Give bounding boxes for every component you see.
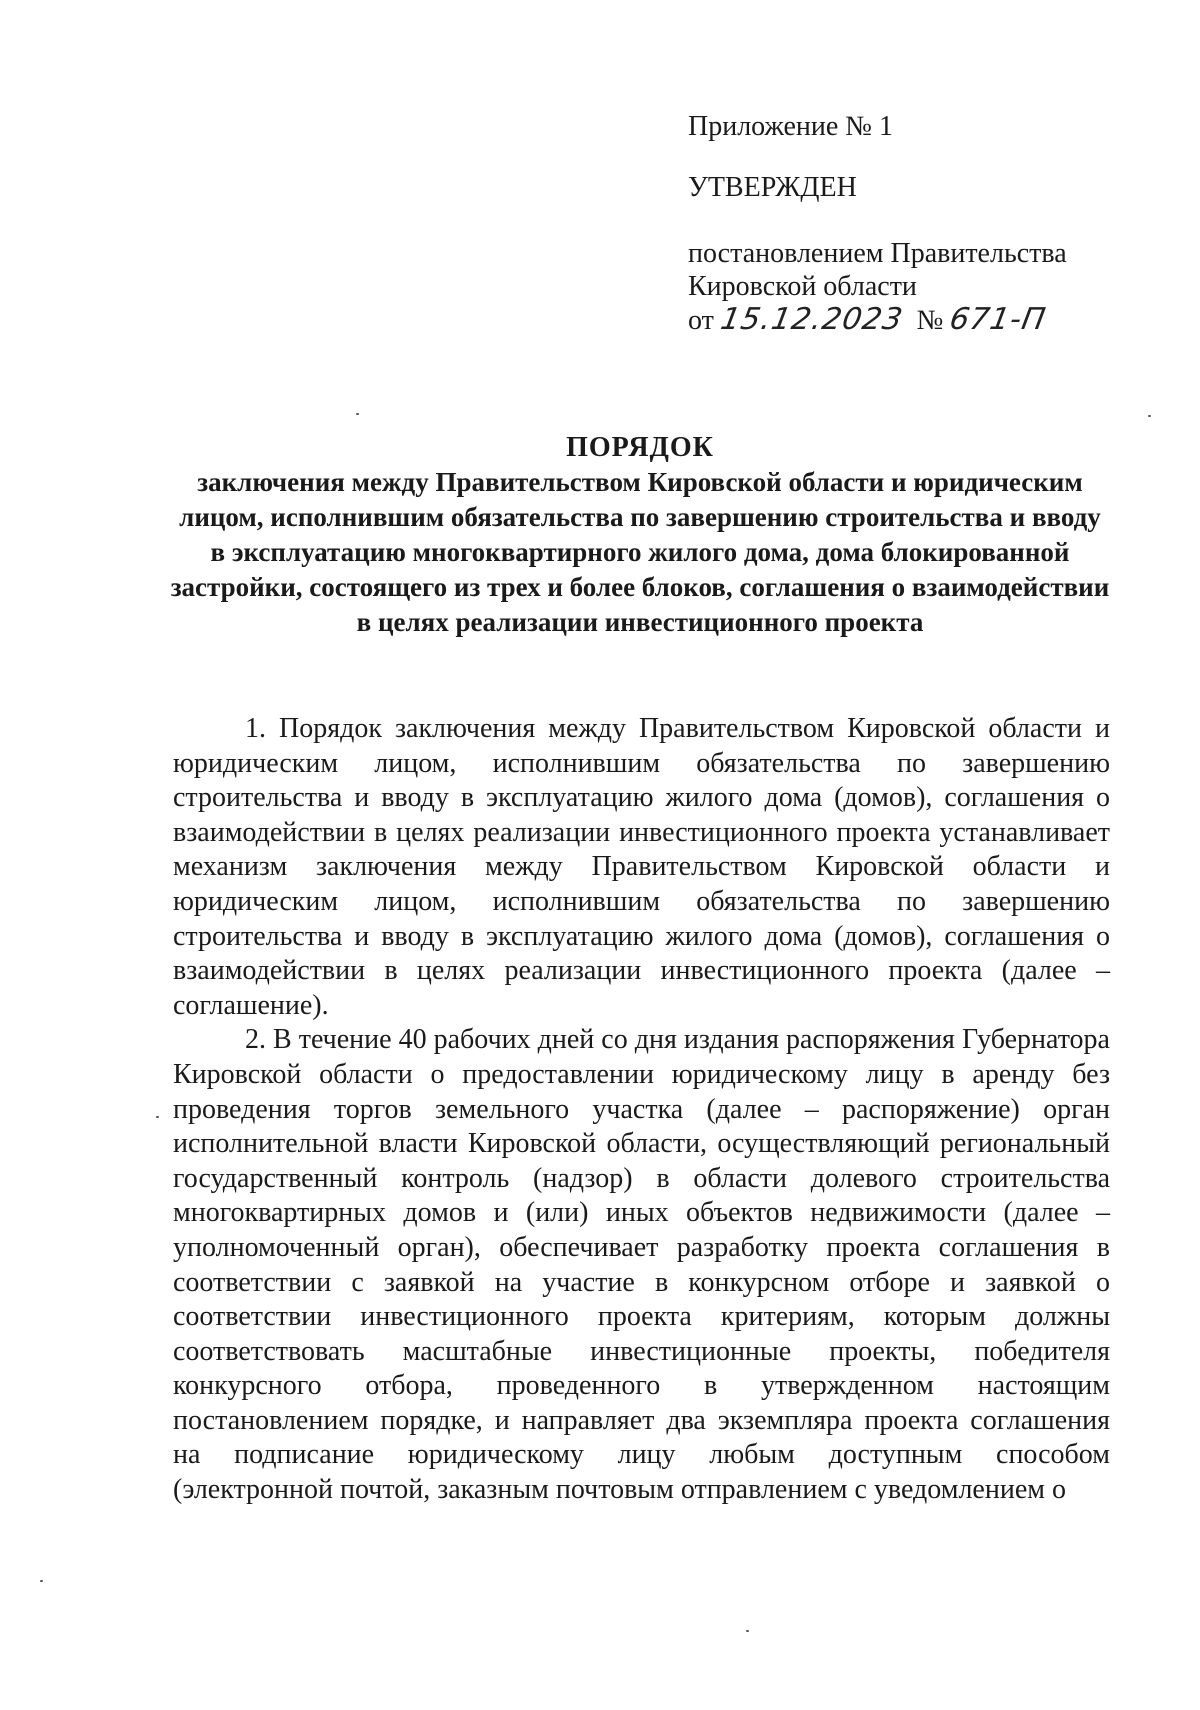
scan-speck bbox=[156, 1116, 159, 1118]
handwritten-number: 671-П bbox=[947, 302, 1050, 337]
scan-speck bbox=[746, 1630, 749, 1632]
decree-line-2: Кировской области bbox=[688, 271, 917, 302]
annex-number: Приложение № 1 bbox=[688, 111, 893, 142]
scan-speck bbox=[40, 1580, 43, 1582]
annex-block bbox=[688, 110, 1108, 337]
scan-speck bbox=[356, 413, 359, 415]
document-subtitle: заключения между Правительством Кировской области и юридическим лицом, исполнившим обязательства по завершению строительства и вводу в эксплуатацию многоквартирного жилого дома, дома блокированной застройки, состоящего из трех и более блоков, соглашения о взаимодействии в целях реализации инвестиционного проекта bbox=[170, 467, 1110, 637]
number-prefix: № bbox=[916, 305, 944, 336]
document-body bbox=[173, 712, 1110, 1508]
document-title: ПОРЯДОК bbox=[566, 432, 714, 463]
date-prefix: от bbox=[688, 305, 714, 336]
approved-label: УТВЕРЖДЕН bbox=[688, 172, 857, 203]
decree-date-line bbox=[688, 303, 1108, 337]
decree-reference bbox=[688, 237, 1108, 303]
scan-speck bbox=[1148, 415, 1151, 417]
handwritten-date: 15.12.2023 bbox=[717, 302, 906, 337]
title-block bbox=[170, 430, 1110, 640]
paragraph-2: 2. В течение 40 рабочих дней со дня издания распоряжения Губернатора Кировской области о предоставлении юридическому лицу в аренду без проведения торгов земельного участка (далее – распоряжение) орган исполнительной власти Кировской области, осуществляющий региональный государственный контроль (надзор) в области долевого строительства многоквартирных домов и (или) иных объектов недвижимости (далее – уполномоченный орган), обеспечивает разработку проекта соглашения в соответствии с заявкой на участие в конкурсном отборе и заявкой о соответствии инвестиционного проекта критериям, которым должны соответствовать масштабные инвестиционные проекты, победителя конкурсного отбора, проведенного в утвержденном настоящим постановлением порядке, и направляет два экземпляра проекта соглашения на подписание юридическому лицу любым доступным способом (электронной почтой, заказным почтовым отправлением с уведомлением о bbox=[173, 1024, 1110, 1506]
paragraph-1: 1. Порядок заключения между Правительством Кировской области и юридическим лицом, исполнившим обязательства по завершению строительства и вводу в эксплуатацию жилого дома (домов), соглашения о взаимодействии в целях реализации инвестиционного проекта устанавливает механизм заключения между Правительством Кировской области и юридическим лицом, исполнившим обязательства по завершению строительства и вводу в эксплуатацию жилого дома (домов), соглашения о взаимодействии в целях реализации инвестиционного проекта (далее – соглашение). bbox=[173, 713, 1110, 1021]
decree-line-1: постановлением Правительства bbox=[688, 238, 1067, 269]
